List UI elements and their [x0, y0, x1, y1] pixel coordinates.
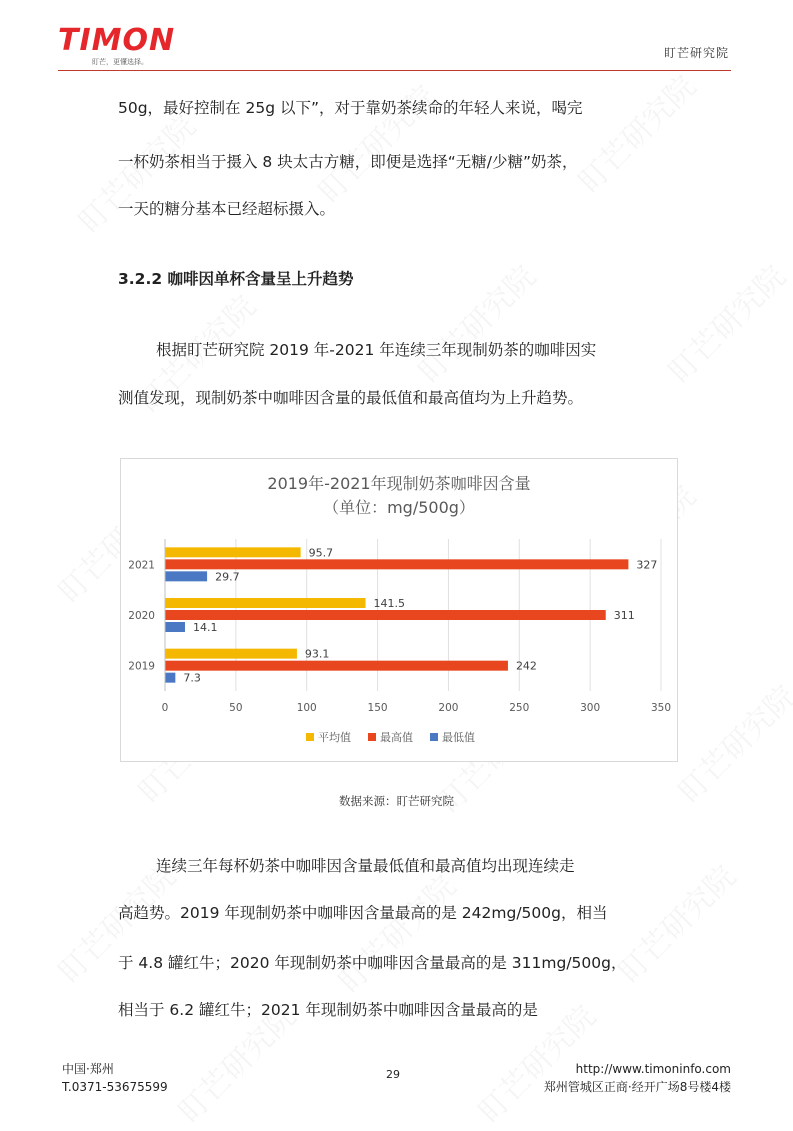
caffeine-chart	[120, 458, 678, 762]
legend-label: 最高值	[380, 731, 413, 744]
watermark-text	[656, 253, 793, 390]
paragraph-line: 50g，最好控制在 25g 以下”，对于靠奶茶续命的年轻人来说，喝完	[118, 99, 583, 117]
paragraph-line: 根据盯芒研究院 2019 年-2021 年连续三年现制奶茶的咖啡因实	[156, 341, 597, 359]
footer-contact	[62, 1060, 168, 1096]
y-category-label: 2021	[128, 559, 155, 572]
footer-phone: T.0371-53675599	[62, 1080, 168, 1094]
x-tick-label: 50	[229, 702, 243, 714]
paragraph-line: 于 4.8 罐红牛；2020 年现制奶茶中咖啡因含量最高的是 311mg/500g，	[118, 954, 627, 972]
data-label: 93.1	[304, 647, 330, 661]
data-label: 7.3	[183, 671, 201, 685]
data-label: 29.7	[215, 570, 240, 584]
legend-swatch	[430, 733, 438, 741]
chart-title: 2019年-2021年现制奶茶咖啡因含量	[267, 474, 531, 493]
footer-address-text: 郑州管城区正商·经开广场8号楼4楼	[543, 1080, 731, 1094]
bar	[165, 622, 185, 632]
watermark-text	[66, 103, 203, 240]
legend-label: 最低值	[442, 731, 475, 744]
x-tick-label: 200	[438, 702, 459, 714]
x-tick-label: 300	[580, 702, 601, 714]
chart-plot	[121, 459, 677, 761]
x-tick-label: 350	[650, 702, 672, 714]
bar	[165, 571, 207, 581]
data-label: 141.5	[373, 597, 406, 610]
paragraph-line: 测值发现，现制奶茶中咖啡因含量的最低值和最高值均为上升趋势。	[118, 389, 584, 407]
watermark-text	[666, 673, 793, 810]
watermark-text	[306, 73, 443, 210]
section-heading: 3.2.2 咖啡因单杯含量呈上升趋势	[118, 270, 354, 288]
x-tick-label: 0	[161, 702, 169, 714]
footer-address	[544, 1060, 731, 1096]
data-label: 311	[613, 609, 635, 622]
footer-city: 中国·郑州	[62, 1062, 114, 1076]
data-source: 数据来源：盯芒研究院	[339, 794, 454, 808]
paragraph-line: 一杯奶茶相当于摄入 8 块太古方糖，即便是选择“无糖/少糖”奶茶，	[118, 153, 578, 171]
watermark-text	[406, 253, 543, 390]
timon-logo	[58, 24, 188, 66]
bar	[165, 649, 297, 659]
bar	[165, 598, 366, 608]
y-category-label: 2020	[128, 610, 155, 622]
y-category-label: 2019	[128, 660, 155, 673]
logo-wordmark: TIMON	[58, 23, 176, 58]
paragraph-line: 高趋势。2019 年现制奶茶中咖啡因含量最高的是 242mg/500g，相当	[118, 904, 608, 922]
data-label: 242	[515, 659, 537, 673]
logo-tagline: 盯芒，更懂选择。	[92, 58, 148, 66]
bar	[165, 610, 606, 620]
org-name: 盯芒研究院	[663, 46, 729, 60]
paragraph-line: 一天的糖分基本已经超标摄入。	[118, 200, 336, 218]
bar	[165, 559, 628, 569]
x-tick-label: 100	[296, 702, 317, 714]
footer-url[interactable]: http://www.timoninfo.com	[575, 1062, 731, 1076]
paragraph-line: 连续三年每杯奶茶中咖啡因含量最低值和最高值均出现连续走	[156, 857, 575, 875]
legend-swatch	[306, 733, 314, 741]
x-tick-label: 150	[367, 702, 388, 714]
data-label: 95.7	[308, 546, 334, 560]
data-label: 327	[636, 558, 658, 572]
legend-label: 平均值	[318, 731, 351, 744]
page-header	[0, 0, 793, 72]
chart-subtitle: （单位：mg/500g）	[323, 498, 475, 517]
legend-swatch	[368, 733, 376, 741]
x-tick-label: 250	[509, 702, 530, 714]
data-label: 14.1	[192, 621, 218, 634]
page-number: 29	[386, 1068, 400, 1081]
watermark-text	[566, 63, 703, 200]
bar	[165, 547, 301, 557]
bar	[165, 673, 175, 683]
bar	[165, 661, 508, 671]
watermark-text	[326, 863, 463, 1000]
header-divider	[58, 70, 731, 71]
paragraph-line: 相当于 6.2 罐红牛；2021 年现制奶茶中咖啡因含量最高的是	[118, 1001, 538, 1019]
